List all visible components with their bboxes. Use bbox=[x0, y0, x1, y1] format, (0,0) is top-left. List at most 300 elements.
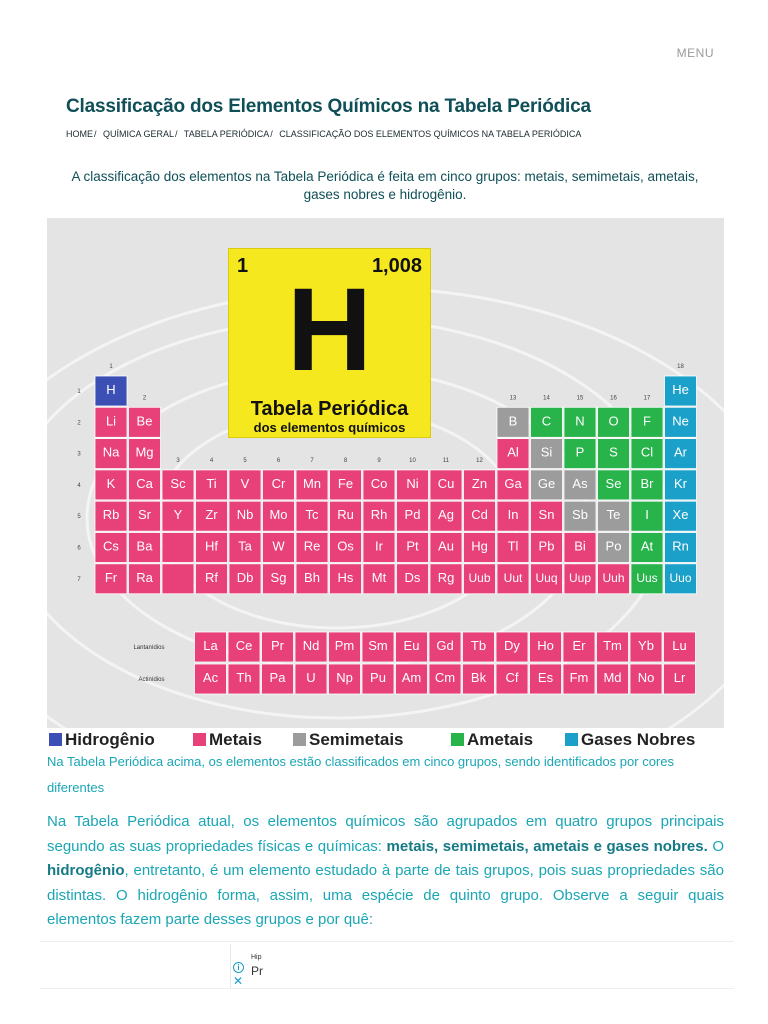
element-cell-Se bbox=[598, 470, 630, 500]
group-label: 8 bbox=[343, 457, 348, 464]
element-cell-Rg bbox=[430, 564, 462, 594]
element-cell-B bbox=[497, 407, 529, 437]
article-paragraph: Na Tabela Periódica atual, os elementos químicos são agrupados em quatro grupos principais segundo as suas propriedades físicas e químicas: metais, semimetais, ametais e gases nobres. O hidrogênio, entretanto, é um elemento estudado à parte de tais grupos, pois suas propriedades são distintas. O hidrogênio forma, assim, uma espécie de quinto grupo. Observe a seguir quais elementos fazem parte desses grupos e por quê: bbox=[47, 813, 724, 928]
lanthanide-cell-Pr bbox=[262, 632, 294, 662]
actinide-cell-Cf bbox=[496, 664, 528, 694]
actinide-cell-Bk bbox=[463, 664, 495, 694]
breadcrumb: HOME/ QUÍMICA GERAL/ TABELA PERIÓDICA/ CLASSIFICAÇÃO DOS ELEMENTOS QUÍMICOS NA TABELA PERIÓDICA bbox=[66, 129, 582, 139]
svg-text:Ga: Ga bbox=[504, 475, 522, 491]
ad-close-icon[interactable]: ✕ bbox=[233, 974, 244, 988]
group-label: 15 bbox=[576, 395, 584, 402]
element-cell-Bh bbox=[296, 564, 328, 594]
element-cell-O bbox=[598, 407, 630, 437]
card-title: Tabela Periódica bbox=[250, 398, 409, 420]
group-label: 16 bbox=[610, 395, 617, 402]
ad-small-text: Hip bbox=[251, 954, 262, 961]
element-cell-C bbox=[531, 407, 563, 437]
svg-text:Pa: Pa bbox=[269, 670, 286, 685]
element-cell-In bbox=[497, 501, 529, 531]
bold-groups: metais, semimetais, ametais e gases nobres. bbox=[386, 837, 708, 855]
svg-text:Uuo: Uuo bbox=[669, 570, 692, 585]
svg-text:Er: Er bbox=[572, 638, 586, 653]
element-cell-Li bbox=[95, 407, 127, 437]
lanthanide-cell-Ce bbox=[228, 632, 260, 662]
element-cell-Ti bbox=[196, 470, 228, 500]
group-label: 9 bbox=[377, 457, 381, 464]
svg-text:Md: Md bbox=[603, 670, 622, 685]
element-cell-Sg bbox=[263, 564, 295, 594]
element-cell-Si bbox=[531, 439, 563, 469]
svg-text:Bk: Bk bbox=[470, 670, 487, 685]
element-cell-placeholder bbox=[162, 564, 194, 594]
lanthanide-cell-Lu bbox=[664, 632, 696, 662]
svg-text:Sm: Sm bbox=[368, 638, 388, 653]
actinide-cell-Am bbox=[396, 664, 428, 694]
svg-text:N: N bbox=[575, 413, 585, 429]
group-label: 5 bbox=[243, 457, 247, 464]
svg-text:Au: Au bbox=[438, 538, 454, 554]
svg-text:Fm: Fm bbox=[569, 670, 589, 685]
group-label: 14 bbox=[543, 395, 550, 402]
svg-text:Si: Si bbox=[540, 444, 553, 460]
period-label: 1 bbox=[77, 389, 81, 395]
element-cell-Rb bbox=[95, 501, 127, 531]
element-cell-Ag bbox=[430, 501, 462, 531]
element-cell-Rh bbox=[363, 501, 395, 531]
element-cell-Fr bbox=[95, 564, 127, 594]
element-cell-Hf bbox=[196, 533, 228, 563]
svg-text:Ds: Ds bbox=[404, 569, 421, 585]
period-label: 4 bbox=[77, 482, 81, 489]
svg-text:Mt: Mt bbox=[371, 569, 387, 585]
element-cell-Ni bbox=[397, 470, 429, 500]
actinide-cell-Th bbox=[228, 664, 260, 694]
element-cell-Ga bbox=[497, 470, 529, 500]
legend-nonmetals: Ametais bbox=[451, 730, 533, 750]
lanthanide-cell-Tm bbox=[597, 632, 629, 662]
svg-text:O: O bbox=[608, 413, 619, 429]
svg-text:K: K bbox=[106, 475, 116, 491]
group-label: 3 bbox=[176, 457, 180, 464]
lanthanide-cell-Yb bbox=[630, 632, 662, 662]
element-cell-Ru bbox=[330, 501, 362, 531]
svg-text:I: I bbox=[645, 507, 649, 523]
svg-text:Po: Po bbox=[605, 538, 622, 554]
lanthanide-cell-Tb bbox=[463, 632, 495, 662]
element-cell-Po bbox=[598, 533, 630, 563]
hydrogen-card bbox=[228, 248, 431, 438]
element-cell-S bbox=[598, 439, 630, 469]
svg-text:Gd: Gd bbox=[436, 638, 454, 653]
element-cell-Zn bbox=[464, 470, 496, 500]
svg-text:Uut: Uut bbox=[503, 570, 523, 585]
svg-text:Cl: Cl bbox=[640, 444, 654, 460]
element-cell-Ba bbox=[129, 533, 161, 563]
lanthanide-cell-Eu bbox=[396, 632, 428, 662]
svg-text:Uup: Uup bbox=[568, 570, 592, 585]
element-cell-Sr bbox=[129, 501, 161, 531]
legend-metals-swatch-icon bbox=[193, 733, 206, 746]
element-cell-Cs bbox=[95, 533, 127, 563]
breadcrumb-home[interactable]: HOME bbox=[66, 129, 93, 139]
legend-noble-gases: Gases Nobres bbox=[565, 730, 695, 750]
svg-text:Sg: Sg bbox=[270, 569, 287, 585]
element-cell-Ne bbox=[665, 407, 697, 437]
element-cell-Xe bbox=[665, 501, 697, 531]
group-label: 7 bbox=[310, 457, 314, 464]
svg-text:Bh: Bh bbox=[304, 569, 320, 585]
svg-text:Dy: Dy bbox=[504, 638, 520, 653]
svg-text:Cf: Cf bbox=[505, 670, 519, 685]
actinides-label: Actinídios bbox=[138, 677, 165, 683]
svg-text:Ge: Ge bbox=[537, 475, 556, 491]
svg-text:Be: Be bbox=[136, 413, 153, 429]
element-cell-Nb bbox=[229, 501, 261, 531]
svg-text:Zr: Zr bbox=[205, 507, 218, 523]
periodic-table-image bbox=[47, 218, 724, 748]
breadcrumb-tabela-periodica[interactable]: TABELA PERIÓDICA bbox=[183, 129, 270, 139]
legend-semimetals: Semimetais bbox=[293, 730, 404, 750]
actinide-cell-Np bbox=[329, 664, 361, 694]
element-cell-Na bbox=[95, 439, 127, 469]
element-cell-Kr bbox=[665, 470, 697, 500]
svg-text:Nb: Nb bbox=[236, 507, 254, 523]
svg-text:Pb: Pb bbox=[538, 538, 555, 554]
svg-text:Rn: Rn bbox=[672, 538, 689, 554]
svg-text:Cu: Cu bbox=[437, 475, 455, 491]
svg-text:Uub: Uub bbox=[468, 570, 491, 585]
element-cell-Uuh bbox=[598, 564, 630, 594]
svg-text:Uuh: Uuh bbox=[602, 570, 625, 585]
svg-text:Sr: Sr bbox=[138, 507, 151, 523]
svg-text:Pu: Pu bbox=[370, 670, 386, 685]
svg-text:B: B bbox=[508, 413, 518, 429]
svg-text:Pr: Pr bbox=[271, 638, 284, 653]
svg-text:Co: Co bbox=[370, 475, 388, 491]
element-cell-W bbox=[263, 533, 295, 563]
svg-text:Ru: Ru bbox=[337, 507, 354, 523]
svg-text:Nd: Nd bbox=[302, 638, 320, 653]
element-cell-Sc bbox=[162, 470, 194, 500]
group-label: 13 bbox=[509, 395, 517, 402]
svg-text:V: V bbox=[240, 475, 250, 491]
svg-text:Uuq: Uuq bbox=[535, 570, 558, 585]
actinide-cell-Pu bbox=[362, 664, 394, 694]
element-cell-Y bbox=[162, 501, 194, 531]
menu-button[interactable]: MENU bbox=[676, 46, 714, 60]
svg-text:Hg: Hg bbox=[471, 538, 488, 554]
svg-text:P: P bbox=[575, 444, 585, 460]
svg-text:Cr: Cr bbox=[271, 475, 286, 491]
element-cell-Tc bbox=[296, 501, 328, 531]
svg-text:Rf: Rf bbox=[205, 569, 218, 585]
svg-text:Ir: Ir bbox=[375, 538, 383, 554]
lanthanide-cell-Nd bbox=[295, 632, 327, 662]
svg-text:Ho: Ho bbox=[537, 638, 554, 653]
svg-text:Hs: Hs bbox=[337, 569, 354, 585]
svg-text:H: H bbox=[106, 382, 116, 397]
element-cell-Uup bbox=[564, 564, 596, 594]
svg-text:Sb: Sb bbox=[572, 507, 588, 523]
actinide-cell-Lr bbox=[664, 664, 696, 694]
group-label: 6 bbox=[276, 457, 281, 464]
svg-text:Y: Y bbox=[173, 507, 183, 523]
svg-text:Hf: Hf bbox=[205, 538, 218, 554]
svg-text:Sc: Sc bbox=[170, 475, 186, 491]
svg-text:Lu: Lu bbox=[672, 638, 687, 653]
element-cell-Hs bbox=[330, 564, 362, 594]
element-cell-Uut bbox=[497, 564, 529, 594]
svg-text:Ce: Ce bbox=[235, 638, 253, 653]
svg-text:Bi: Bi bbox=[574, 538, 586, 554]
svg-text:Pd: Pd bbox=[404, 507, 421, 523]
svg-text:Ta: Ta bbox=[238, 538, 252, 554]
element-cell-Cd bbox=[464, 501, 496, 531]
lanthanide-cell-Er bbox=[563, 632, 595, 662]
lanthanide-cell-Dy bbox=[496, 632, 528, 662]
period-label: 6 bbox=[77, 545, 81, 552]
ad-banner bbox=[40, 941, 734, 989]
element-cell-Co bbox=[363, 470, 395, 500]
element-cell-Pb bbox=[531, 533, 563, 563]
svg-text:F: F bbox=[643, 413, 651, 429]
element-cell-Tl bbox=[497, 533, 529, 563]
svg-text:Tb: Tb bbox=[470, 638, 487, 653]
element-cell-Re bbox=[296, 533, 328, 563]
svg-text:Ba: Ba bbox=[136, 538, 153, 554]
element-cell-Pd bbox=[397, 501, 429, 531]
svg-text:Sn: Sn bbox=[538, 507, 555, 523]
svg-text:Ca: Ca bbox=[136, 475, 153, 491]
svg-text:Es: Es bbox=[537, 670, 554, 685]
element-cell-Os bbox=[330, 533, 362, 563]
svg-text:Cs: Cs bbox=[103, 538, 119, 554]
element-cell-Rf bbox=[196, 564, 228, 594]
svg-text:Lr: Lr bbox=[673, 670, 686, 685]
period-label: 5 bbox=[77, 514, 81, 521]
element-cell-Ge bbox=[531, 470, 563, 500]
element-cell-I bbox=[631, 501, 663, 531]
ad-info-icon[interactable]: i bbox=[233, 962, 244, 973]
element-cell-Sn bbox=[531, 501, 563, 531]
svg-text:Xe: Xe bbox=[672, 507, 689, 523]
svg-text:Ag: Ag bbox=[438, 507, 454, 523]
lanthanide-cell-Gd bbox=[429, 632, 461, 662]
legend-nonmetals-swatch-icon bbox=[451, 733, 464, 746]
svg-text:Db: Db bbox=[236, 569, 254, 585]
svg-text:U: U bbox=[306, 670, 316, 685]
element-cell-Ir bbox=[363, 533, 395, 563]
svg-text:In: In bbox=[507, 507, 519, 523]
element-cell-Cl bbox=[631, 439, 663, 469]
lanthanide-cell-Sm bbox=[362, 632, 394, 662]
periodic-table-legend bbox=[47, 728, 724, 750]
svg-text:Mn: Mn bbox=[302, 475, 322, 491]
element-cell-Al bbox=[497, 439, 529, 469]
svg-text:At: At bbox=[640, 538, 654, 554]
group-label: 2 bbox=[142, 395, 147, 402]
element-cell-K bbox=[95, 470, 127, 500]
svg-text:La: La bbox=[203, 638, 218, 653]
svg-text:As: As bbox=[572, 475, 588, 491]
actinide-cell-Md bbox=[597, 664, 629, 694]
ad-box[interactable] bbox=[230, 944, 730, 988]
element-cell-Cu bbox=[430, 470, 462, 500]
breadcrumb-current: CLASSIFICAÇÃO DOS ELEMENTOS QUÍMICOS NA TABELA PERIÓDICA bbox=[279, 129, 582, 139]
hydrogen-atomic-number: 1 bbox=[237, 255, 249, 277]
element-cell-Pt bbox=[397, 533, 429, 563]
ad-big-text: Pr bbox=[251, 964, 263, 978]
card-subtitle: dos elementos químicos bbox=[253, 420, 406, 435]
breadcrumb-quimica-geral[interactable]: QUÍMICA GERAL bbox=[103, 129, 175, 139]
element-cell-Ds bbox=[397, 564, 429, 594]
svg-text:Np: Np bbox=[336, 670, 353, 685]
svg-text:Am: Am bbox=[401, 670, 422, 685]
element-cell-Te bbox=[598, 501, 630, 531]
element-cell-Uub bbox=[464, 564, 496, 594]
element-cell-Cr bbox=[263, 470, 295, 500]
element-cell-H bbox=[95, 376, 127, 406]
actinide-cell-Es bbox=[530, 664, 562, 694]
svg-text:Mg: Mg bbox=[135, 444, 154, 460]
element-cell-Ar bbox=[665, 439, 697, 469]
element-cell-Mg bbox=[129, 439, 161, 469]
svg-text:Ne: Ne bbox=[672, 413, 689, 429]
svg-text:Fe: Fe bbox=[337, 475, 354, 491]
hydrogen-atomic-mass: 1,008 bbox=[371, 255, 422, 277]
article-intro: A classificação dos elementos na Tabela Periódica é feita em cinco grupos: metais, semimetais, ametais, gases nobres e hidrogênio. bbox=[71, 169, 699, 202]
element-cell-placeholder bbox=[162, 533, 194, 563]
svg-text:Li: Li bbox=[105, 413, 117, 429]
element-cell-At bbox=[631, 533, 663, 563]
svg-text:Na: Na bbox=[102, 444, 120, 460]
element-cell-As bbox=[564, 470, 596, 500]
element-cell-F bbox=[631, 407, 663, 437]
hydrogen-symbol: H bbox=[286, 264, 373, 396]
element-cell-Ca bbox=[129, 470, 161, 500]
svg-text:Rh: Rh bbox=[370, 507, 388, 523]
element-cell-Be bbox=[129, 407, 161, 437]
svg-text:Ni: Ni bbox=[406, 475, 419, 491]
element-cell-Au bbox=[430, 533, 462, 563]
period-label: 3 bbox=[77, 451, 81, 458]
group-label: 12 bbox=[476, 457, 483, 464]
lanthanide-cell-La bbox=[195, 632, 227, 662]
period-label: 2 bbox=[77, 420, 81, 427]
element-cell-Db bbox=[229, 564, 261, 594]
group-label: 18 bbox=[677, 364, 684, 370]
svg-text:Al: Al bbox=[507, 444, 519, 460]
legend-metals: Metais bbox=[193, 730, 262, 750]
group-label: 17 bbox=[643, 395, 651, 402]
lanthanide-cell-Pm bbox=[329, 632, 361, 662]
svg-text:Re: Re bbox=[303, 538, 321, 554]
actinide-cell-Cm bbox=[429, 664, 461, 694]
group-label: 11 bbox=[442, 457, 450, 464]
svg-text:Ra: Ra bbox=[136, 569, 153, 585]
svg-text:C: C bbox=[541, 413, 552, 429]
svg-text:Os: Os bbox=[337, 538, 354, 554]
element-cell-Mt bbox=[363, 564, 395, 594]
element-cell-Uuq bbox=[531, 564, 563, 594]
svg-text:Ti: Ti bbox=[206, 475, 217, 491]
legend-hydrogen-swatch-icon bbox=[49, 733, 62, 746]
actinide-cell-No bbox=[630, 664, 662, 694]
period-label: 7 bbox=[77, 576, 81, 583]
element-cell-Mn bbox=[296, 470, 328, 500]
element-cell-Bi bbox=[564, 533, 596, 563]
element-cell-Br bbox=[631, 470, 663, 500]
element-cell-Mo bbox=[263, 501, 295, 531]
legend-noble-gases-swatch-icon bbox=[565, 733, 578, 746]
bold-hydrogen: hidrogênio bbox=[47, 862, 125, 879]
lanthanides-label: Lantanídios bbox=[133, 645, 165, 651]
element-cell-Fe bbox=[330, 470, 362, 500]
svg-text:Th: Th bbox=[236, 670, 252, 685]
element-cell-Ta bbox=[229, 533, 261, 563]
group-label: 4 bbox=[209, 457, 214, 464]
svg-text:Yb: Yb bbox=[638, 638, 654, 653]
element-cell-Sb bbox=[564, 501, 596, 531]
svg-text:Uus: Uus bbox=[636, 570, 658, 585]
element-cell-P bbox=[564, 439, 596, 469]
svg-text:Tc: Tc bbox=[305, 507, 319, 523]
svg-text:Zn: Zn bbox=[471, 475, 488, 491]
element-cell-Hg bbox=[464, 533, 496, 563]
svg-text:No: No bbox=[637, 670, 655, 685]
svg-text:Pt: Pt bbox=[406, 538, 419, 554]
svg-text:Rg: Rg bbox=[437, 569, 455, 585]
svg-text:Ac: Ac bbox=[202, 670, 219, 685]
actinide-cell-U bbox=[295, 664, 327, 694]
svg-text:Pm: Pm bbox=[334, 638, 355, 653]
actinide-cell-Ac bbox=[195, 664, 227, 694]
element-cell-Rn bbox=[665, 533, 697, 563]
svg-text:Fr: Fr bbox=[104, 569, 118, 585]
svg-text:Ar: Ar bbox=[674, 444, 687, 460]
element-cell-Uus bbox=[631, 564, 663, 594]
svg-text:Te: Te bbox=[606, 507, 621, 523]
svg-text:Mo: Mo bbox=[269, 507, 288, 523]
element-cell-V bbox=[229, 470, 261, 500]
actinide-cell-Pa bbox=[262, 664, 294, 694]
svg-text:S: S bbox=[609, 444, 618, 460]
svg-text:Se: Se bbox=[605, 475, 622, 491]
svg-text:Tm: Tm bbox=[603, 638, 622, 653]
legend-hydrogen: Hidrogênio bbox=[49, 730, 155, 750]
element-cell-Zr bbox=[196, 501, 228, 531]
actinide-cell-Fm bbox=[563, 664, 595, 694]
svg-text:Cd: Cd bbox=[471, 507, 488, 523]
group-label: 1 bbox=[109, 364, 113, 370]
element-cell-N bbox=[564, 407, 596, 437]
element-cell-Ra bbox=[129, 564, 161, 594]
element-cell-He bbox=[665, 376, 697, 406]
svg-text:Tl: Tl bbox=[507, 538, 519, 554]
svg-text:Cm: Cm bbox=[434, 670, 456, 685]
group-label: 10 bbox=[409, 457, 416, 464]
lanthanide-cell-Ho bbox=[530, 632, 562, 662]
svg-text:Eu: Eu bbox=[403, 638, 420, 653]
figure-caption: Na Tabela Periódica acima, os elementos estão classificados em cinco grupos, sendo identificados por cores diferentes bbox=[47, 754, 674, 795]
legend-semimetals-swatch-icon bbox=[293, 733, 306, 746]
svg-text:He: He bbox=[672, 382, 689, 397]
element-cell-Uuo bbox=[665, 564, 697, 594]
svg-text:Br: Br bbox=[640, 475, 654, 491]
page-title: Classificação dos Elementos Químicos na Tabela Periódica bbox=[66, 96, 591, 117]
svg-text:W: W bbox=[272, 538, 285, 554]
svg-text:Rb: Rb bbox=[102, 507, 120, 523]
